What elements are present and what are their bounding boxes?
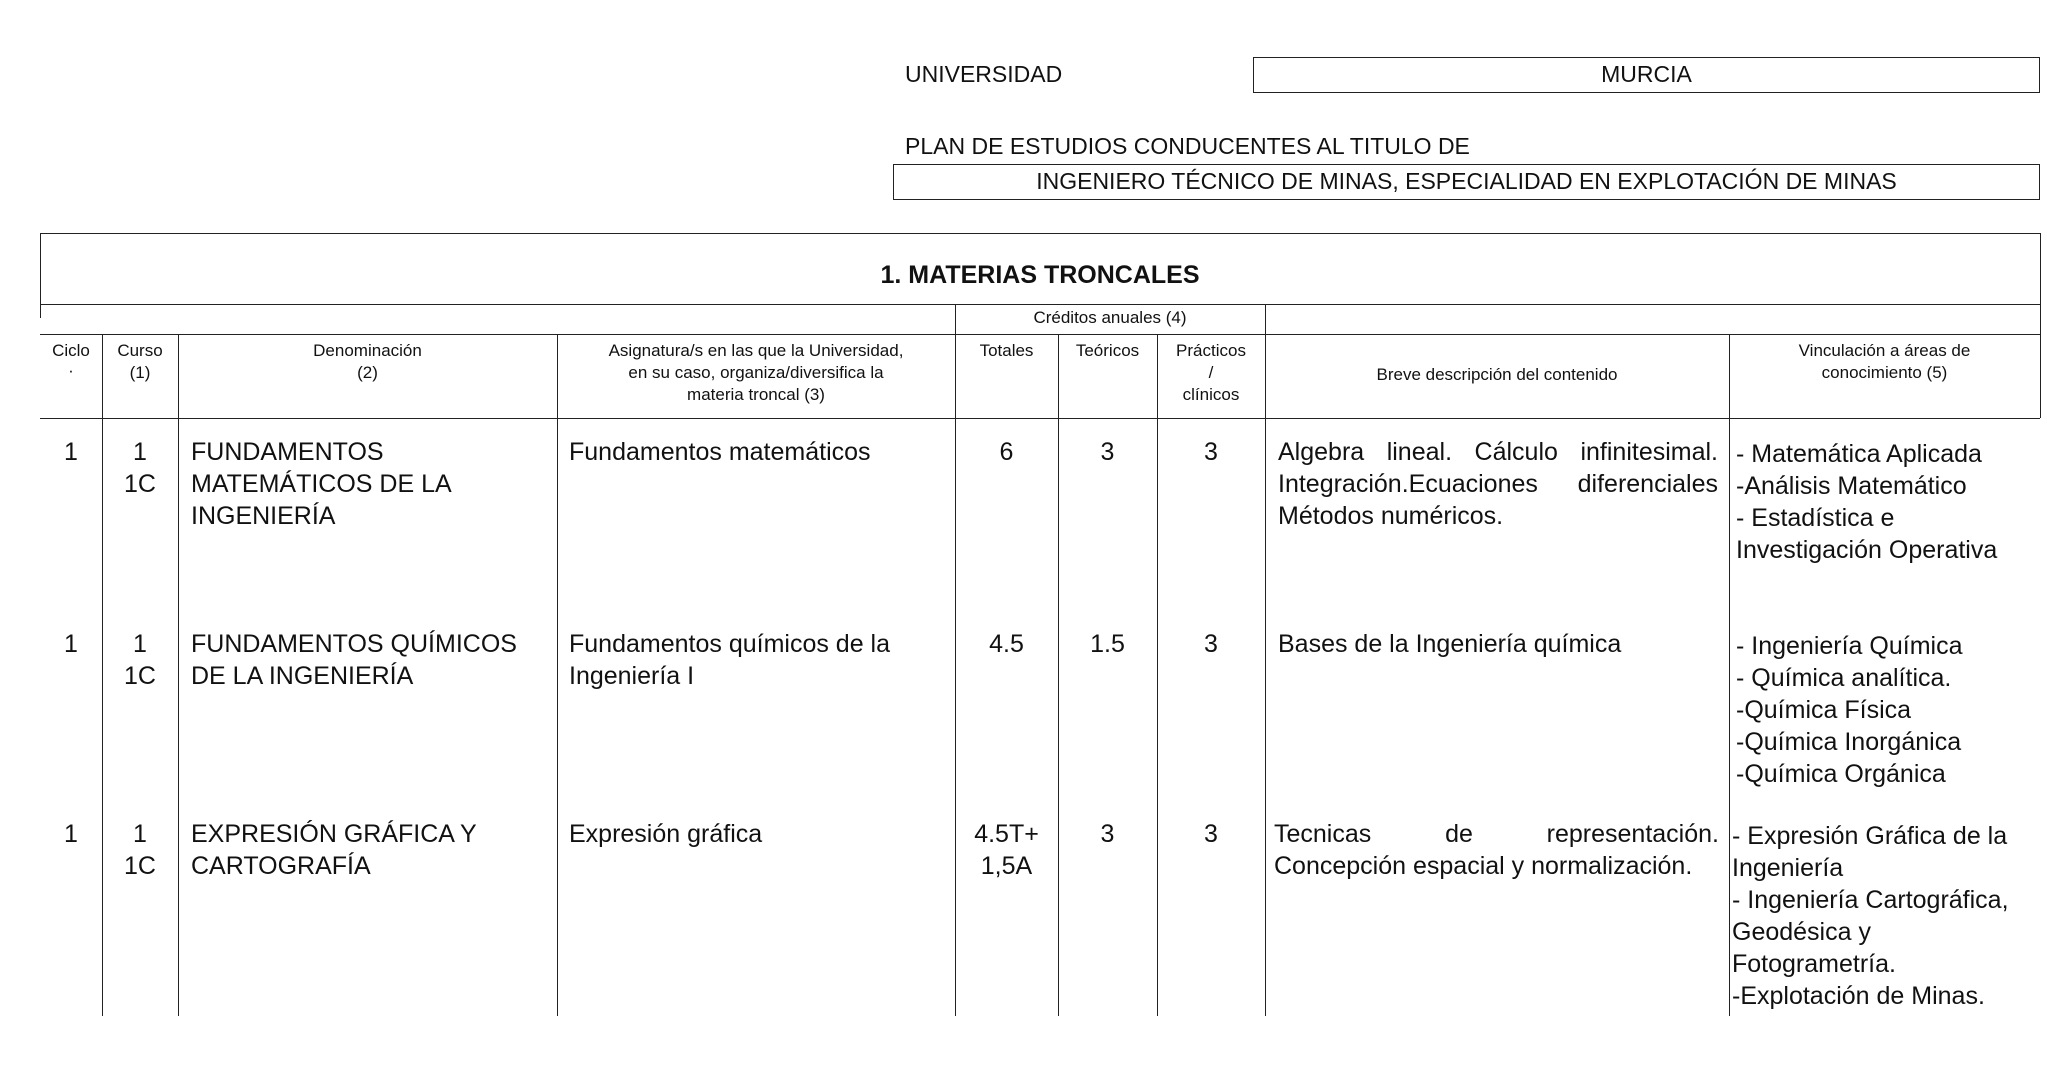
universidad-value: MURCIA — [1601, 61, 1692, 87]
cell-denominacion: FUNDAMENTOS QUÍMICOS DE LA INGENIERÍA — [191, 630, 517, 690]
cell-descripcion: Bases de la Ingeniería química — [1278, 630, 1622, 658]
cell-teoricos: 3 — [1100, 820, 1115, 848]
universidad-label: UNIVERSIDAD — [905, 61, 1063, 87]
cell-totales: 6 — [999, 438, 1014, 466]
col-descripcion: Breve descripción del contenido — [1376, 365, 1618, 384]
col-asignatura: Asignatura/s en las que la Universidad, en su caso, organiza/diversifica la materia troncal (3) — [608, 341, 904, 404]
cell-practicos: 3 — [1204, 630, 1218, 658]
creditos-group-header: Créditos anuales (4) — [1033, 308, 1187, 327]
cell-ciclo: 1 — [64, 438, 78, 466]
cell-vinculacion: - Expresión Gráfica de la Ingeniería - Ingeniería Cartográfica, Geodésica y Fotogrametría. -Explotación de Minas. — [1732, 822, 2009, 1010]
cell-descripcion: Algebra lineal. Cálculo infinitesimal. Integración.Ecuaciones diferenciales Métodos numéricos. — [1278, 438, 1718, 530]
col-teoricos: Teóricos — [1075, 341, 1140, 360]
cell-asignatura: Fundamentos matemáticos — [569, 438, 871, 466]
table-title: 1. MATERIAS TRONCALES — [880, 261, 1200, 289]
cell-ciclo: 1 — [64, 630, 78, 658]
cell-descripcion: Tecnicas de representación. Concepción espacial y normalización. — [1274, 820, 1719, 880]
cell-practicos: 3 — [1204, 438, 1218, 466]
col-totales: Totales — [979, 341, 1034, 360]
col-vinculacion: Vinculación a áreas de conocimiento (5) — [1798, 341, 1971, 382]
col-ciclo-mark: · — [68, 361, 74, 380]
cell-vinculacion: - Matemática Aplicada -Análisis Matemático - Estadística e Investigación Operativa — [1736, 440, 1998, 564]
cell-asignatura: Fundamentos químicos de la Ingeniería I — [569, 630, 891, 690]
plan-label: PLAN DE ESTUDIOS CONDUCENTES AL TITULO DE — [905, 133, 1470, 159]
col-ciclo: Ciclo — [52, 341, 90, 360]
col-curso: Curso (1) — [117, 341, 163, 382]
titulo-box — [893, 164, 2040, 200]
cell-ciclo: 1 — [64, 820, 78, 848]
col-denominacion: Denominación (2) — [313, 341, 422, 382]
cell-asignatura: Expresión gráfica — [569, 820, 763, 848]
titulo-value: INGENIERO TÉCNICO DE MINAS, ESPECIALIDAD EN EXPLOTACIÓN DE MINAS — [1036, 168, 1897, 194]
cell-denominacion: FUNDAMENTOS MATEMÁTICOS DE LA INGENIERÍA — [191, 438, 452, 530]
cell-curso: 1 1C — [124, 630, 156, 690]
cell-denominacion: EXPRESIÓN GRÁFICA Y CARTOGRAFÍA — [191, 820, 477, 880]
cell-teoricos: 1.5 — [1090, 630, 1125, 658]
col-practicos: Prácticos / clínicos — [1176, 341, 1246, 404]
universidad-box — [1253, 57, 2040, 93]
cell-vinculacion: - Ingeniería Química - Química analítica. -Química Física -Química Inorgánica -Química Orgánica — [1736, 632, 1963, 788]
cell-totales: 4.5T+ 1,5A — [974, 820, 1039, 880]
cell-practicos: 3 — [1204, 820, 1218, 848]
cell-teoricos: 3 — [1100, 438, 1115, 466]
cell-totales: 4.5 — [989, 630, 1024, 658]
cell-curso: 1 1C — [124, 438, 156, 498]
cell-curso: 1 1C — [124, 820, 156, 880]
